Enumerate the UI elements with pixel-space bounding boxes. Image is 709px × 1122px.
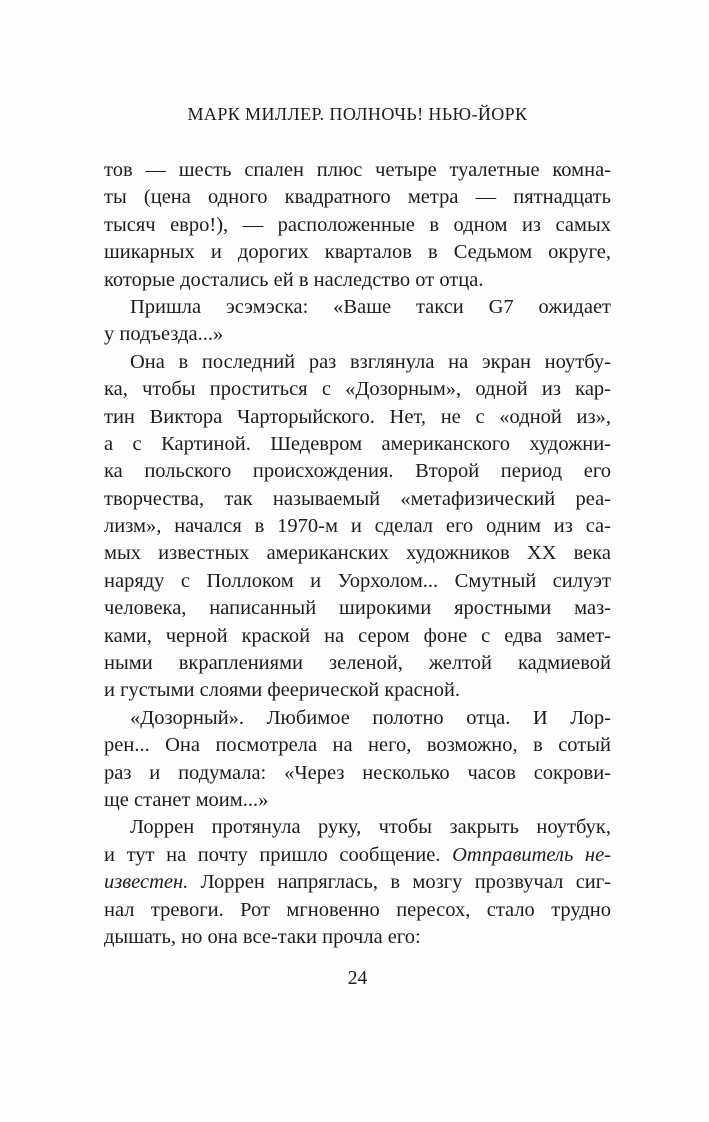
text-segment: шикарных и дорогих кварталов в Седьмом округе, — [104, 241, 611, 264]
text-segment: раз и подумала: «Через несколько часов сокрови- — [104, 761, 611, 784]
text-line — [104, 458, 611, 485]
paragraph — [104, 157, 611, 294]
text-line — [104, 924, 611, 951]
text-line — [104, 267, 611, 294]
text-segment: Она в последний раз взглянула на экран ноутбу- — [130, 350, 611, 373]
text-segment: ными вкраплениями зеленой, желтой кадмиевой — [104, 652, 611, 675]
text-line — [104, 842, 611, 869]
text-line — [104, 294, 611, 321]
text-segment: человека, написанный широкими яростными маз- — [104, 597, 611, 620]
text-block — [104, 157, 611, 951]
text-segment: которые достались ей в наследство от отца. — [104, 268, 484, 291]
text-line — [104, 595, 611, 622]
text-segment: и густыми слоями феерической красной. — [104, 679, 461, 702]
page-number: 24 — [347, 968, 368, 989]
text-line — [104, 760, 611, 787]
text-line — [104, 404, 611, 431]
paragraph — [104, 814, 611, 951]
text-line — [104, 732, 611, 759]
text-line — [104, 787, 611, 814]
text-line — [104, 431, 611, 458]
text-line — [104, 376, 611, 403]
text-segment: творчества, так называемый «метафизический реа- — [104, 487, 611, 510]
text-line — [104, 650, 611, 677]
text-line — [104, 540, 611, 567]
text-line — [104, 349, 611, 376]
paragraph — [104, 705, 611, 815]
text-segment: ще станет моим...» — [104, 788, 269, 811]
text-line — [104, 157, 611, 184]
text-segment: Лоррен протянула руку, чтобы закрыть ноутбук, — [130, 816, 611, 839]
text-segment: нал тревоги. Рот мгновенно пересох, стало трудно — [104, 898, 611, 921]
paragraph — [104, 294, 611, 349]
text-segment: тысяч евро!), — расположенные в одном из самых — [104, 213, 611, 236]
text-segment: тин Виктора Чарторыйского. Нет, не с «одной из», — [104, 405, 611, 428]
text-line — [104, 814, 611, 841]
text-line — [104, 239, 611, 266]
text-segment: ты (цена одного квадратного метра — пятнадцать — [104, 186, 611, 209]
text-segment: наряду с Поллоком и Уорхолом... Смутный силуэт — [104, 569, 611, 592]
text-segment: Пришла эсэмэска: «Ваше такси G7 ожидает — [130, 295, 611, 318]
text-segment: лизм», начался в 1970-м и сделал его одним из са- — [104, 515, 611, 538]
text-line — [104, 513, 611, 540]
text-line — [104, 568, 611, 595]
paragraph — [104, 349, 611, 705]
text-segment: а с Картиной. Шедевром американского художни- — [104, 432, 611, 455]
text-segment: ка, чтобы проститься с «Дозорным», одной из кар- — [104, 378, 611, 401]
text-segment: у подъезда...» — [104, 323, 224, 346]
text-line — [104, 212, 611, 239]
text-segment: дышать, но она все-таки прочла его: — [104, 925, 421, 948]
text-line — [104, 705, 611, 732]
text-segment: Лоррен напряглась, в мозгу прозвучал сиг- — [188, 871, 611, 894]
italic-text-segment: известен. — [104, 871, 189, 894]
text-line — [104, 623, 611, 650]
italic-text-segment: Отправитель не- — [452, 843, 611, 866]
text-segment: «Дозорный». Любимое полотно отца. И Лор- — [130, 706, 611, 729]
text-line — [104, 321, 611, 348]
text-line — [104, 486, 611, 513]
text-segment: рен... Она посмотрела на него, возможно, в сотый — [104, 734, 611, 757]
text-segment: ка польского происхождения. Второй период его — [104, 460, 611, 483]
text-line — [104, 677, 611, 704]
text-line — [104, 184, 611, 211]
text-segment: ками, черной краской на сером фоне с едва замет- — [104, 624, 611, 647]
text-line — [104, 897, 611, 924]
text-segment: мых известных американских художников XX века — [104, 542, 611, 565]
text-line — [104, 869, 611, 896]
running-header: МАРК МИЛЛЕР. ПОЛНОЧЬ! НЬЮ-ЙОРК — [187, 104, 528, 124]
text-segment: и тут на почту пришло сообщение. — [104, 843, 453, 866]
text-segment: тов — шесть спален плюс четыре туалетные комна- — [104, 159, 611, 181]
